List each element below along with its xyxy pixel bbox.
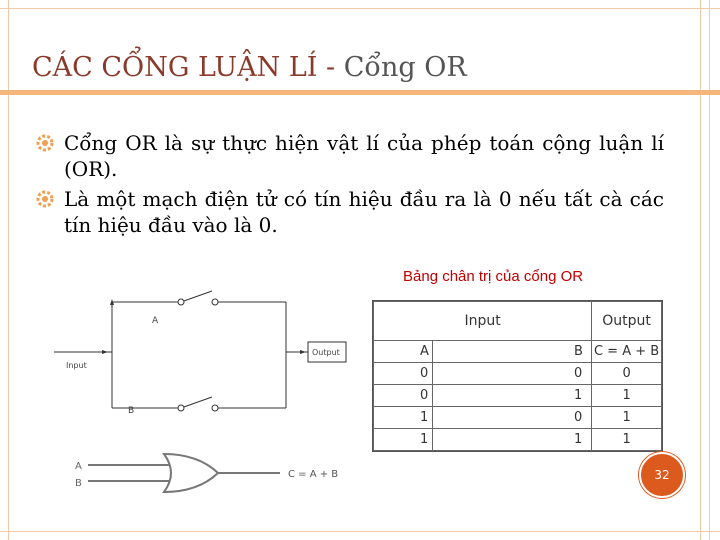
cell-c: 1	[592, 385, 662, 407]
column-header-b: B	[432, 341, 591, 363]
cell-b: 0	[432, 407, 591, 429]
switch-a-contact-left	[178, 299, 184, 305]
switch-a-lever	[181, 291, 212, 302]
cell-a: 0	[374, 385, 433, 407]
truth-table-group-header	[374, 302, 662, 341]
group-header-output: Output	[592, 302, 662, 341]
cell-c: 1	[592, 429, 662, 451]
title-subtitle: Cổng OR	[343, 52, 467, 83]
or-gate-diagram	[70, 450, 360, 495]
page-number-badge: 32	[639, 452, 685, 498]
arrow-output	[300, 350, 306, 354]
gate-expression: C = A + B	[288, 469, 339, 480]
switch-a-label: A	[152, 316, 159, 326]
bullet-item	[64, 130, 664, 182]
cell-a: 1	[374, 429, 433, 451]
input-label: Input	[66, 361, 87, 370]
cell-a: 0	[374, 363, 433, 385]
bullet-list	[64, 130, 664, 242]
frame-line-bottom	[0, 531, 720, 532]
truth-table	[372, 300, 663, 452]
group-header-input: Input	[374, 302, 592, 341]
table-row	[374, 385, 662, 407]
frame-line-right-outer	[709, 0, 710, 540]
switch-b-label: B	[128, 406, 135, 416]
table-row	[374, 429, 662, 451]
arrow-input	[102, 350, 108, 354]
title-main: CÁC CỔNG LUẬN LÍ -	[32, 52, 344, 83]
switch-b-contact-right	[212, 405, 218, 411]
table-row	[374, 363, 662, 385]
or-gate-symbol	[164, 454, 218, 492]
gear-bullet-icon	[36, 134, 54, 152]
cell-a: 1	[374, 407, 433, 429]
cell-b: 1	[432, 385, 591, 407]
output-label: Output	[312, 348, 340, 357]
bullet-item	[64, 186, 664, 238]
switch-b-contact-left	[178, 405, 184, 411]
bullet-text: Là một mạch điện tử có tín hiệu đầu ra là 0 nếu tất cà các tín hiệu đầu vào là 0.	[64, 187, 664, 237]
slide-title	[32, 52, 467, 83]
truth-table-caption: Bảng chân trị của cổng OR	[403, 268, 584, 285]
or-switch-circuit	[50, 280, 360, 430]
gear-bullet-icon	[36, 190, 54, 208]
column-header-c: C = A + B	[592, 341, 662, 363]
cell-b: 0	[432, 363, 591, 385]
frame-line-right-inner	[700, 0, 701, 540]
truth-table-column-header	[374, 341, 662, 363]
gate-input-a-label: A	[75, 461, 82, 472]
cell-b: 1	[432, 429, 591, 451]
column-header-a: A	[374, 341, 433, 363]
switch-a-contact-right	[212, 299, 218, 305]
switch-b-lever	[181, 397, 212, 408]
table-row	[374, 407, 662, 429]
cell-c: 0	[592, 363, 662, 385]
title-underline	[0, 90, 720, 95]
bullet-text: Cổng OR là sự thực hiện vật lí của phép toán cộng luận lí (OR).	[64, 131, 664, 181]
cell-c: 1	[592, 407, 662, 429]
frame-line-top	[0, 8, 720, 9]
gate-input-b-label: B	[75, 478, 82, 489]
frame-line-left	[8, 0, 9, 540]
